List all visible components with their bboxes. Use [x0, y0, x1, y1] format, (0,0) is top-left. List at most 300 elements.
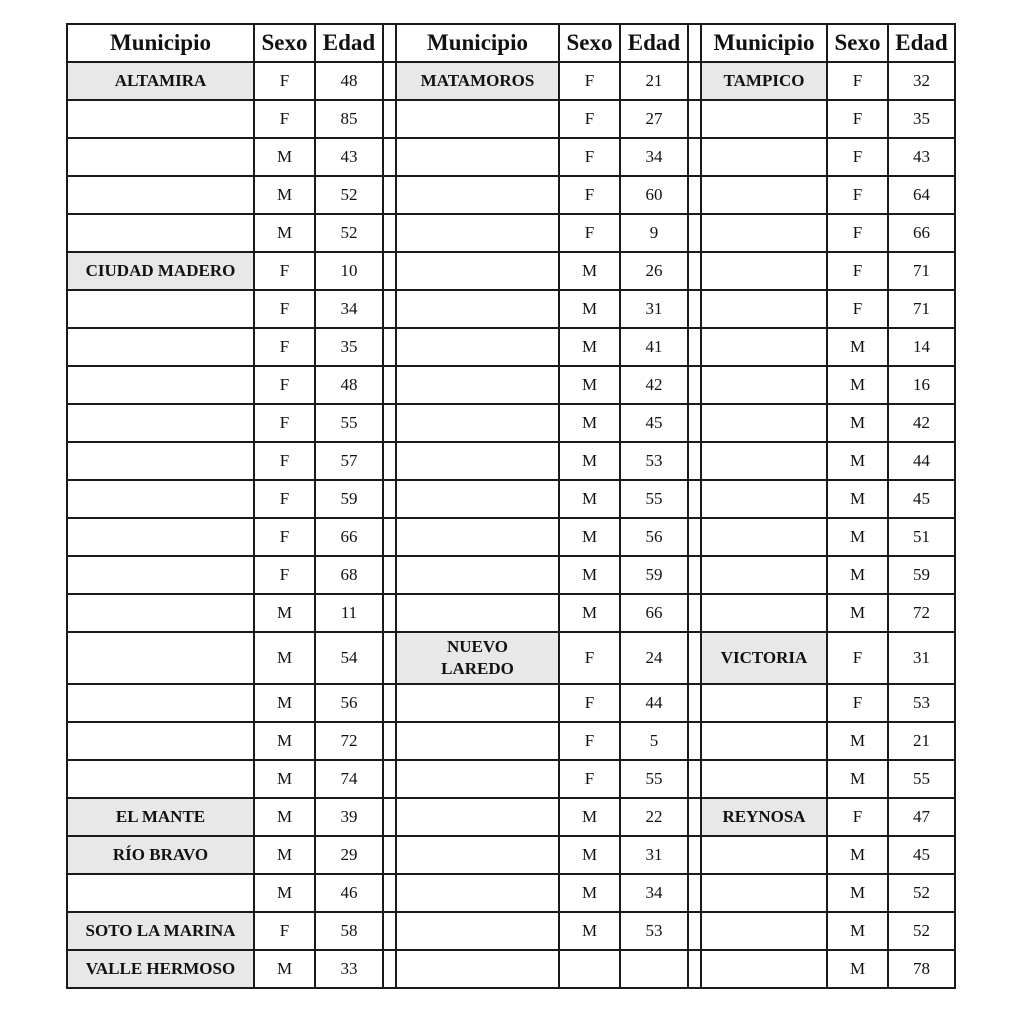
- column-divider: [383, 404, 396, 442]
- edad-cell: 72: [315, 722, 383, 760]
- municipio-cell: [396, 556, 559, 594]
- municipio-cell: [67, 722, 254, 760]
- table-row: [67, 252, 955, 290]
- column-divider: [688, 684, 701, 722]
- municipio-cell: [701, 214, 827, 252]
- edad-cell: 52: [888, 912, 955, 950]
- sexo-cell: M: [559, 442, 620, 480]
- column-divider: [383, 632, 396, 684]
- edad-cell: 45: [888, 480, 955, 518]
- edad-cell: 66: [620, 594, 688, 632]
- sexo-cell: M: [559, 480, 620, 518]
- municipio-cell: [396, 328, 559, 366]
- column-divider: [688, 874, 701, 912]
- sexo-cell: F: [827, 62, 888, 100]
- table-row: [67, 442, 955, 480]
- table-row: [67, 328, 955, 366]
- edad-cell: 24: [620, 632, 688, 684]
- header-edad: Edad: [315, 24, 383, 62]
- edad-cell: 9: [620, 214, 688, 252]
- sexo-cell: M: [827, 722, 888, 760]
- municipio-cell: [396, 760, 559, 798]
- sexo-cell: F: [254, 366, 315, 404]
- sexo-cell: M: [827, 556, 888, 594]
- column-divider: [688, 176, 701, 214]
- sexo-cell: M: [254, 836, 315, 874]
- sexo-cell: M: [254, 214, 315, 252]
- municipio-table: [66, 23, 956, 989]
- edad-cell: 48: [315, 366, 383, 404]
- sexo-cell: M: [827, 912, 888, 950]
- edad-cell: 51: [888, 518, 955, 556]
- sexo-cell: F: [559, 722, 620, 760]
- header-sexo: Sexo: [827, 24, 888, 62]
- municipio-cell: [67, 632, 254, 684]
- column-divider: [688, 62, 701, 100]
- edad-cell: 27: [620, 100, 688, 138]
- edad-cell: 55: [888, 760, 955, 798]
- sexo-cell: M: [827, 836, 888, 874]
- column-divider: [688, 366, 701, 404]
- edad-cell: 78: [888, 950, 955, 988]
- table-row: [67, 874, 955, 912]
- sexo-cell: M: [559, 518, 620, 556]
- column-divider: [688, 214, 701, 252]
- municipio-cell: [701, 480, 827, 518]
- municipio-cell: [67, 290, 254, 328]
- sexo-cell: M: [827, 950, 888, 988]
- header-municipio: Municipio: [396, 24, 559, 62]
- column-divider: [688, 252, 701, 290]
- sexo-cell: M: [254, 176, 315, 214]
- column-divider: [383, 874, 396, 912]
- sexo-cell: M: [827, 366, 888, 404]
- edad-cell: 11: [315, 594, 383, 632]
- municipio-cell: [396, 836, 559, 874]
- header-sexo: Sexo: [254, 24, 315, 62]
- edad-cell: 16: [888, 366, 955, 404]
- municipio-cell: [396, 214, 559, 252]
- sexo-cell: M: [559, 874, 620, 912]
- municipio-label: VALLE HERMOSO: [85, 959, 236, 978]
- edad-cell: 60: [620, 176, 688, 214]
- sexo-cell: M: [559, 798, 620, 836]
- table-row: [67, 632, 955, 684]
- sexo-cell: M: [827, 518, 888, 556]
- sexo-cell: F: [254, 404, 315, 442]
- municipio-label: MATAMOROS: [420, 71, 535, 90]
- column-divider: [688, 404, 701, 442]
- edad-cell: 45: [620, 404, 688, 442]
- sexo-cell: M: [827, 404, 888, 442]
- column-divider: [688, 24, 701, 62]
- sexo-cell: M: [827, 594, 888, 632]
- sexo-cell: M: [559, 836, 620, 874]
- edad-cell: 5: [620, 722, 688, 760]
- municipio-label: SOTO LA MARINA: [85, 921, 236, 940]
- edad-cell: 52: [888, 874, 955, 912]
- sexo-cell: M: [254, 684, 315, 722]
- edad-cell: 64: [888, 176, 955, 214]
- sexo-cell: M: [559, 328, 620, 366]
- column-divider: [688, 518, 701, 556]
- edad-cell: 57: [315, 442, 383, 480]
- edad-cell: 31: [620, 836, 688, 874]
- column-divider: [383, 100, 396, 138]
- column-divider: [383, 556, 396, 594]
- sexo-cell: F: [559, 684, 620, 722]
- municipio-cell: [67, 760, 254, 798]
- column-divider: [383, 138, 396, 176]
- sexo-cell: F: [254, 328, 315, 366]
- edad-cell: 41: [620, 328, 688, 366]
- sexo-cell: F: [827, 290, 888, 328]
- municipio-cell: [67, 176, 254, 214]
- header-municipio: Municipio: [701, 24, 827, 62]
- municipio-cell: [396, 404, 559, 442]
- sexo-cell: F: [559, 100, 620, 138]
- sexo-cell: M: [827, 442, 888, 480]
- sexo-cell: F: [827, 684, 888, 722]
- municipio-cell: [67, 328, 254, 366]
- table-row: [67, 480, 955, 518]
- table-row: [67, 518, 955, 556]
- table-row: [67, 722, 955, 760]
- municipio-cell: [701, 290, 827, 328]
- edad-cell: 52: [315, 176, 383, 214]
- sexo-cell: F: [559, 62, 620, 100]
- sexo-cell: M: [559, 556, 620, 594]
- sexo-cell: M: [827, 480, 888, 518]
- table-row: [67, 290, 955, 328]
- sexo-cell: M: [559, 594, 620, 632]
- municipio-cell: [67, 366, 254, 404]
- table-row: [67, 366, 955, 404]
- edad-cell: 47: [888, 798, 955, 836]
- sexo-cell: F: [827, 252, 888, 290]
- edad-cell: 44: [620, 684, 688, 722]
- edad-cell: 55: [620, 760, 688, 798]
- edad-cell: 55: [620, 480, 688, 518]
- sexo-cell: M: [559, 404, 620, 442]
- table-row: [67, 176, 955, 214]
- edad-cell: 43: [888, 138, 955, 176]
- table-row: [67, 798, 955, 836]
- column-divider: [688, 760, 701, 798]
- sexo-cell: F: [254, 556, 315, 594]
- edad-cell: 10: [315, 252, 383, 290]
- column-divider: [383, 442, 396, 480]
- column-divider: [688, 632, 701, 684]
- municipio-label: EL MANTE: [115, 807, 206, 826]
- municipio-cell: [67, 252, 254, 290]
- edad-cell: 44: [888, 442, 955, 480]
- edad-cell: 42: [888, 404, 955, 442]
- column-divider: [383, 328, 396, 366]
- edad-cell: 66: [315, 518, 383, 556]
- edad-cell: [620, 950, 688, 988]
- sexo-cell: F: [827, 632, 888, 684]
- municipio-cell: [396, 518, 559, 556]
- column-divider: [688, 836, 701, 874]
- column-divider: [688, 594, 701, 632]
- municipio-cell: [396, 480, 559, 518]
- sexo-cell: F: [254, 252, 315, 290]
- column-divider: [383, 214, 396, 252]
- sexo-cell: F: [254, 480, 315, 518]
- edad-cell: 14: [888, 328, 955, 366]
- municipio-cell: [701, 442, 827, 480]
- municipio-label: NUEVO LAREDO: [441, 637, 514, 678]
- edad-cell: 21: [888, 722, 955, 760]
- column-divider: [688, 290, 701, 328]
- header-edad: Edad: [620, 24, 688, 62]
- municipio-cell: [396, 62, 559, 100]
- edad-cell: 32: [888, 62, 955, 100]
- municipio-cell: [701, 328, 827, 366]
- municipio-cell: [701, 100, 827, 138]
- municipio-cell: [396, 912, 559, 950]
- municipio-cell: [396, 176, 559, 214]
- municipio-cell: [701, 912, 827, 950]
- municipio-cell: [701, 252, 827, 290]
- municipio-cell: [701, 632, 827, 684]
- column-divider: [688, 100, 701, 138]
- sexo-cell: M: [254, 722, 315, 760]
- column-divider: [688, 556, 701, 594]
- edad-cell: 35: [315, 328, 383, 366]
- column-divider: [383, 366, 396, 404]
- municipio-label: REYNOSA: [722, 807, 806, 826]
- table-row: [67, 404, 955, 442]
- table-row: [67, 594, 955, 632]
- column-divider: [383, 594, 396, 632]
- edad-cell: 21: [620, 62, 688, 100]
- edad-cell: 45: [888, 836, 955, 874]
- municipio-label: ALTAMIRA: [114, 71, 207, 90]
- header-municipio: Municipio: [67, 24, 254, 62]
- sexo-cell: F: [827, 214, 888, 252]
- municipio-cell: [701, 684, 827, 722]
- sexo-cell: F: [559, 632, 620, 684]
- column-divider: [688, 328, 701, 366]
- municipio-cell: [701, 594, 827, 632]
- table-row: [67, 100, 955, 138]
- sexo-cell: M: [827, 760, 888, 798]
- municipio-cell: [67, 874, 254, 912]
- municipio-cell: [701, 404, 827, 442]
- municipio-cell: [701, 760, 827, 798]
- sexo-cell: M: [559, 366, 620, 404]
- sexo-cell: M: [827, 328, 888, 366]
- edad-cell: 52: [315, 214, 383, 252]
- sexo-cell: F: [827, 798, 888, 836]
- edad-cell: 54: [315, 632, 383, 684]
- municipio-label: CIUDAD MADERO: [85, 261, 236, 280]
- column-divider: [383, 24, 396, 62]
- municipio-cell: [67, 62, 254, 100]
- municipio-cell: [701, 950, 827, 988]
- column-divider: [688, 442, 701, 480]
- municipio-label: RÍO BRAVO: [112, 845, 209, 864]
- edad-cell: 35: [888, 100, 955, 138]
- sexo-cell: F: [559, 176, 620, 214]
- municipio-cell: [396, 722, 559, 760]
- column-divider: [383, 760, 396, 798]
- municipio-cell: [396, 366, 559, 404]
- municipio-cell: [396, 798, 559, 836]
- municipio-cell: [67, 214, 254, 252]
- header-sexo: Sexo: [559, 24, 620, 62]
- sexo-cell: F: [254, 290, 315, 328]
- sexo-cell: F: [254, 518, 315, 556]
- edad-cell: 53: [620, 442, 688, 480]
- municipio-cell: [396, 138, 559, 176]
- municipio-label: VICTORIA: [720, 648, 808, 667]
- sexo-cell: F: [559, 138, 620, 176]
- sexo-cell: F: [827, 138, 888, 176]
- table-row: [67, 760, 955, 798]
- municipio-cell: [396, 442, 559, 480]
- table-row: [67, 556, 955, 594]
- table-row: [67, 912, 955, 950]
- sexo-cell: F: [254, 100, 315, 138]
- sexo-cell: M: [254, 138, 315, 176]
- municipio-cell: [701, 176, 827, 214]
- edad-cell: 59: [888, 556, 955, 594]
- sexo-cell: F: [559, 214, 620, 252]
- column-divider: [383, 722, 396, 760]
- column-divider: [383, 798, 396, 836]
- edad-cell: 48: [315, 62, 383, 100]
- municipio-cell: [701, 518, 827, 556]
- edad-cell: 43: [315, 138, 383, 176]
- sexo-cell: M: [254, 798, 315, 836]
- municipio-cell: [67, 798, 254, 836]
- edad-cell: 22: [620, 798, 688, 836]
- edad-cell: 56: [620, 518, 688, 556]
- municipio-cell: [67, 594, 254, 632]
- column-divider: [383, 252, 396, 290]
- sexo-cell: F: [827, 100, 888, 138]
- column-divider: [383, 684, 396, 722]
- column-divider: [688, 798, 701, 836]
- table-row: [67, 62, 955, 100]
- edad-cell: 59: [620, 556, 688, 594]
- municipio-cell: [701, 798, 827, 836]
- municipio-cell: [701, 556, 827, 594]
- municipio-cell: [396, 290, 559, 328]
- municipio-cell: [67, 556, 254, 594]
- sexo-cell: F: [559, 760, 620, 798]
- sexo-cell: F: [254, 912, 315, 950]
- edad-cell: 39: [315, 798, 383, 836]
- column-divider: [383, 176, 396, 214]
- municipio-cell: [67, 950, 254, 988]
- edad-cell: 26: [620, 252, 688, 290]
- municipio-cell: [67, 480, 254, 518]
- table-row: [67, 836, 955, 874]
- sexo-cell: F: [827, 176, 888, 214]
- edad-cell: 31: [620, 290, 688, 328]
- sexo-cell: M: [254, 632, 315, 684]
- column-divider: [383, 62, 396, 100]
- municipio-cell: [701, 836, 827, 874]
- municipio-cell: [701, 366, 827, 404]
- edad-cell: 74: [315, 760, 383, 798]
- edad-cell: 68: [315, 556, 383, 594]
- table-row: [67, 138, 955, 176]
- sexo-cell: M: [827, 874, 888, 912]
- edad-cell: 72: [888, 594, 955, 632]
- municipio-cell: [67, 138, 254, 176]
- table-row: [67, 950, 955, 988]
- municipio-cell: [701, 62, 827, 100]
- edad-cell: 34: [620, 138, 688, 176]
- edad-cell: 34: [620, 874, 688, 912]
- edad-cell: 71: [888, 290, 955, 328]
- municipio-cell: [67, 518, 254, 556]
- municipio-cell: [396, 252, 559, 290]
- edad-cell: 53: [888, 684, 955, 722]
- municipio-cell: [396, 100, 559, 138]
- edad-cell: 66: [888, 214, 955, 252]
- sexo-cell: M: [254, 950, 315, 988]
- sexo-cell: M: [559, 912, 620, 950]
- municipio-cell: [396, 950, 559, 988]
- table-row: [67, 684, 955, 722]
- table-body: [67, 62, 955, 988]
- table-row: [67, 214, 955, 252]
- edad-cell: 34: [315, 290, 383, 328]
- sexo-cell: M: [559, 290, 620, 328]
- column-divider: [383, 290, 396, 328]
- municipio-cell: [67, 684, 254, 722]
- municipio-cell: [396, 632, 559, 684]
- edad-cell: 53: [620, 912, 688, 950]
- sexo-cell: M: [254, 594, 315, 632]
- municipio-cell: [701, 722, 827, 760]
- municipio-cell: [396, 874, 559, 912]
- header-row: [67, 24, 955, 62]
- column-divider: [383, 518, 396, 556]
- municipio-cell: [67, 404, 254, 442]
- municipio-cell: [67, 442, 254, 480]
- sexo-cell: M: [559, 252, 620, 290]
- sexo-cell: F: [254, 62, 315, 100]
- column-divider: [688, 480, 701, 518]
- column-divider: [383, 836, 396, 874]
- column-divider: [383, 480, 396, 518]
- column-divider: [688, 722, 701, 760]
- municipio-cell: [396, 684, 559, 722]
- municipio-cell: [67, 100, 254, 138]
- edad-cell: 58: [315, 912, 383, 950]
- edad-cell: 71: [888, 252, 955, 290]
- column-divider: [688, 950, 701, 988]
- edad-cell: 33: [315, 950, 383, 988]
- municipio-cell: [701, 138, 827, 176]
- edad-cell: 29: [315, 836, 383, 874]
- column-divider: [383, 950, 396, 988]
- sexo-cell: M: [254, 760, 315, 798]
- edad-cell: 42: [620, 366, 688, 404]
- municipio-cell: [701, 874, 827, 912]
- column-divider: [688, 912, 701, 950]
- edad-cell: 46: [315, 874, 383, 912]
- sexo-cell: [559, 950, 620, 988]
- edad-cell: 55: [315, 404, 383, 442]
